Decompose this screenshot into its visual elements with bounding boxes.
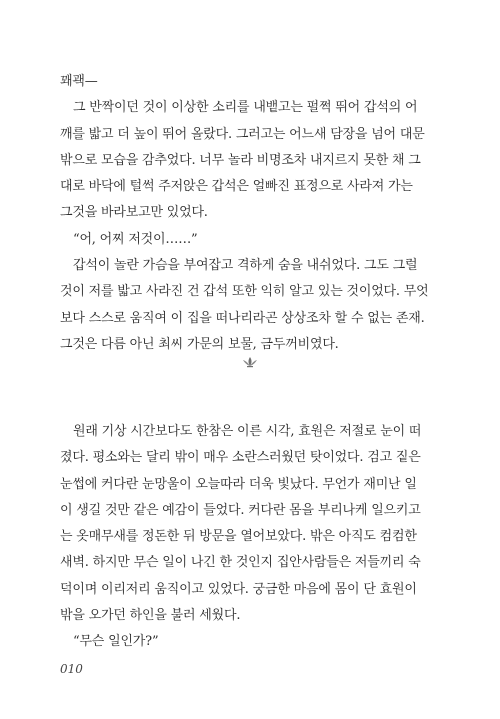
text-line: 그것은 다름 아닌 최씨 가문의 보물, 금두꺼비였다.: [60, 336, 339, 352]
text-line: 그것을 바라보고만 있었다.: [60, 205, 208, 221]
text-line: 이 생길 것만 같은 예감이 들었다. 커다란 몸을 부리나케 일으키고: [60, 502, 421, 518]
text-line: 졌다. 평소와는 달리 밖이 매우 소란스러웠던 탓이었다. 검고 짙은: [60, 450, 421, 466]
page-number: 010: [60, 662, 83, 676]
text-block-two: [60, 419, 442, 656]
text-line: 덕이며 이리저리 움직이고 있었다. 궁금한 마음에 몸이 단 효원이: [60, 581, 417, 597]
text-line: 갑석이 놀란 가슴을 부여잡고 격하게 숨을 내쉬었다. 그도 그럴: [73, 258, 418, 274]
text-line: 눈썹에 커다란 눈망울이 오늘따라 더욱 빛났다. 무언가 재미난 일: [60, 476, 417, 492]
text-line: 원래 기상 시간보다도 한참은 이른 시각, 효원은 저절로 눈이 떠: [73, 424, 422, 439]
text-line: 보다 스스로 움직여 이 집을 떠나리라곤 상상조차 할 수 없는 존재.: [60, 310, 425, 326]
text-line: 것이 저를 밟고 사라진 건 갑석 또한 익히 알고 있는 것이었다. 무엇: [60, 284, 429, 300]
text-line: 밖을 오가던 하인을 불러 세웠다.: [60, 608, 241, 624]
text-line: 그 반짝이던 것이 이상한 소리를 내뱉고는 펄쩍 뛰어 갑석의 어: [73, 100, 418, 116]
text-line: 는 옷매무새를 정돈한 뒤 방문을 열어보았다. 밖은 아직도 컴컴한: [60, 529, 417, 545]
text-line: 새벽. 하지만 무슨 일이 나긴 한 것인지 집안사람들은 저들끼리 숙: [60, 555, 421, 571]
text-line: 밖으로 모습을 감추었다. 너무 놀라 비명조차 내지르지 못한 채 그: [60, 152, 421, 168]
text-line: 대로 바닥에 털썩 주저앉은 갑석은 얼빠진 표정으로 사라져 가는: [60, 179, 413, 195]
text-line: “어, 어찌 저것이……”: [73, 231, 198, 247]
text-line: 깨를 밟고 더 높이 뛰어 올랐다. 그러고는 어느새 담장을 넘어 대문: [60, 126, 425, 142]
text-line: 꽤괙—: [60, 74, 98, 89]
text-block-one: [60, 69, 442, 358]
lotus-ornament-icon: [242, 356, 258, 368]
text-line: “무슨 일인가?”: [73, 634, 159, 650]
